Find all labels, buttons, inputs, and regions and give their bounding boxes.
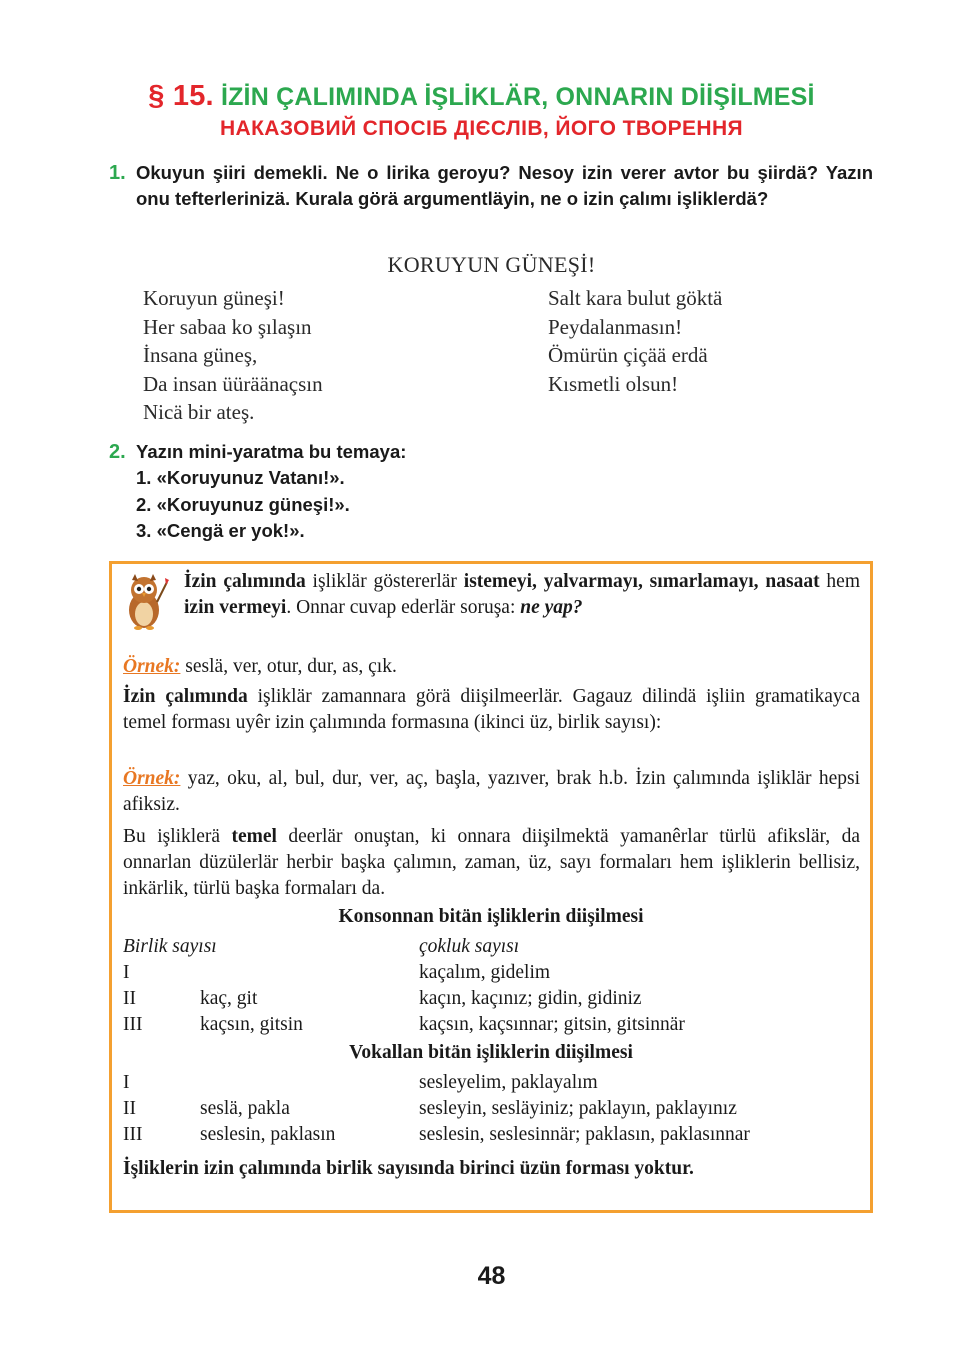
list-item: 2. «Koruyunuz güneşi!». — [136, 493, 350, 515]
text: işliklär zamannara görä diişilmeerlär. Gagauz dilindä işliin gramatikayca temel forması uyêr izin çalımında formasına (ikinci üz, birlik sayısı): — [123, 686, 860, 733]
text: hem — [819, 571, 860, 592]
table-row — [123, 960, 868, 986]
text: Bu işliklerä — [123, 826, 232, 847]
plural: kaçın, kaçınız; gidin, gidiniz — [419, 988, 642, 1009]
example-1 — [123, 654, 860, 680]
rule-paragraph-1 — [184, 569, 860, 621]
section-number: § 15. — [148, 80, 214, 112]
person: III — [123, 1014, 143, 1035]
singular: seslesin, paklasın — [200, 1124, 336, 1145]
table-row — [123, 1012, 868, 1038]
section-title-gagauz: İZİN ÇALIMINDA İŞLİKLÄR, ONNARIN DİİŞİLMESİ — [220, 83, 815, 111]
header-plural: çokluk sayısı — [419, 936, 520, 957]
text: . Onnar cuvap ederlär soruşa: — [286, 597, 521, 618]
plural: sesleyelim, paklayalım — [419, 1072, 598, 1093]
singular: kaç, git — [200, 988, 258, 1009]
rule-paragraph-2 — [123, 684, 860, 736]
bold-term: izin vermeyi — [184, 597, 287, 618]
poem-left-column — [143, 284, 323, 427]
table2-title: Vokallan bitän işliklerin diişilmesi — [349, 1042, 633, 1063]
poem-right-column — [548, 284, 722, 398]
text: deerlär onuştan, ki onnara diişilmektä yamanêrlar türlü afikslär, da onnarlan düzülerlär herbir başka çalımın, zaman, üz, sayı formaları hem işliklerin bellisiz, inkärlik, türlü başka formaları da. — [123, 826, 860, 899]
task-number: 1. — [109, 162, 126, 184]
poem-line: İnsana güneş, — [143, 343, 258, 367]
poem-line: Kısmetli olsun! — [548, 371, 679, 396]
section-title-ukrainian: НАКАЗОВИЙ СПОСІБ ДІЄСЛІВ, ЙОГО ТВОРЕННЯ — [219, 117, 744, 140]
owl-icon — [120, 572, 170, 634]
header-singular: Birlik sayısı — [123, 936, 217, 957]
bold-term: temel — [231, 826, 277, 847]
rule-paragraph-3 — [123, 824, 860, 902]
table-row — [123, 1122, 868, 1148]
poem-line: Peydalanmasın! — [548, 314, 683, 339]
rule-box — [109, 561, 873, 1213]
poem-line: Koruyun güneşi! — [143, 286, 285, 310]
example-text: yaz, oku, al, bul, dur, ver, aç, başla, yazıver, brak h.b. İzin çalımında işliklär hepsi afiksiz. — [123, 768, 860, 815]
example-label: Örnek: — [123, 768, 181, 789]
table1 — [123, 934, 868, 1038]
plural: sesleyin, sesläyiniz; paklayın, paklayınız — [419, 1098, 737, 1119]
poem-title: KORUYUN GÜNEŞİ! — [387, 252, 596, 277]
table-header-row — [123, 934, 868, 960]
list-item: 1. «Koruyunuz Vatanı!». — [136, 467, 345, 488]
plural: kaçalım, gidelim — [419, 962, 551, 983]
bold-term: İzin çalımında — [123, 686, 248, 707]
bold-term: İzin çalımında — [184, 571, 306, 592]
bold-term: istemeyi, yalvarmayı, sımarlamayı, nasaat — [463, 571, 820, 592]
task-1 — [109, 160, 873, 209]
person: I — [123, 1072, 130, 1093]
task-number: 2. — [109, 441, 126, 463]
poem-line: Salt kara bulut göktä — [548, 286, 723, 310]
table1-title: Konsonnan bitän işliklerin diişilmesi — [338, 906, 644, 927]
singular: kaçsın, gitsin — [200, 1014, 303, 1035]
person: II — [123, 988, 136, 1009]
question: ne yap? — [520, 597, 583, 618]
task-list — [109, 465, 873, 545]
poem-line: Da insan üüräänaçsın — [143, 371, 323, 396]
singular: seslä, pakla — [200, 1098, 290, 1119]
person: III — [123, 1124, 143, 1145]
plural: kaçsın, kaçsınnar; gitsin, gitsinnär — [419, 1014, 685, 1035]
poem-line: Her sabaa ko şılaşın — [143, 314, 312, 339]
section-title — [0, 80, 963, 113]
example-2 — [123, 766, 860, 818]
task-intro: Yazın mini-yaratma bu temaya: — [136, 441, 407, 462]
task-text: Okuyun şiiri demekli. Ne o lirika geroyu? Nesoy izin verer avtor bu şiirdä? Yazın onu tefterlerinizä. Kurala görä argumentläyin, ne o izin çalımı işliklerdä? — [136, 162, 873, 209]
table-row — [123, 986, 868, 1012]
example-text: seslä, ver, otur, dur, as, çık. — [180, 656, 397, 677]
rule-conclusion: İşliklerin izin çalımında birlik sayısında birinci üzün forması yoktur. — [123, 1158, 694, 1179]
table-row — [123, 1070, 868, 1096]
poem-line: Nicä bir ateş. — [143, 400, 255, 424]
task-2 — [109, 439, 873, 545]
table-row — [123, 1096, 868, 1122]
page-number: 48 — [477, 1262, 506, 1290]
person: II — [123, 1098, 136, 1119]
poem-line: Ömürün çiçää erdä — [548, 343, 708, 367]
plural: seslesin, seslesinnär; paklasın, paklasınnar — [419, 1124, 750, 1145]
table2 — [123, 1070, 868, 1148]
list-item: 3. «Cengä er yok!». — [136, 520, 305, 541]
text: işliklär göstererlär — [305, 571, 464, 592]
example-label: Örnek: — [123, 656, 181, 677]
person: I — [123, 962, 130, 983]
